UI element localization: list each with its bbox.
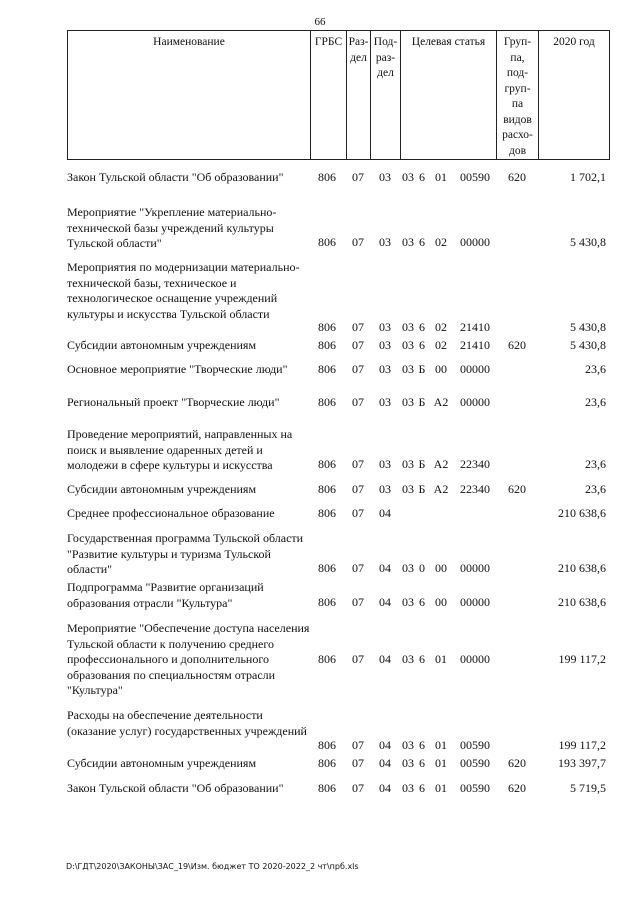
cell-name: Региональный проект "Творческие люди" [67, 395, 280, 409]
cell-raz: 07 [352, 652, 364, 666]
cell-amt: 199 117,2 [558, 738, 606, 752]
cell-t1: 03 [402, 595, 414, 609]
cell-name: Субсидии автономным учреждениям [67, 756, 257, 770]
table-row [0, 482, 640, 498]
cell-name: Основное мероприятие "Творческие люди" [67, 362, 288, 376]
cell-t1: 03 [402, 482, 414, 496]
cell-amt: 5 430,8 [570, 235, 606, 249]
table-row [0, 756, 640, 772]
cell-t2: Б [418, 457, 426, 471]
cell-amt: 5 430,8 [570, 320, 606, 334]
table-row [0, 395, 640, 411]
cell-name: Субсидии автономным учреждениям [67, 482, 257, 496]
cell-grbs: 806 [318, 482, 336, 496]
cell-t1: 03 [402, 652, 414, 666]
cell-pod: 04 [379, 738, 391, 752]
cell-t4: 00000 [460, 652, 490, 666]
cell-t2: 6 [419, 338, 425, 352]
cell-grbs: 806 [318, 457, 336, 471]
header-name: Наименование [67, 30, 310, 160]
cell-t4: 00000 [460, 362, 490, 376]
cell-t2: 6 [419, 595, 425, 609]
cell-t2: Б [418, 362, 426, 376]
header-podrazdel-text: Под- раз- дел [373, 36, 398, 79]
cell-amt: 210 638,6 [558, 561, 606, 575]
cell-t3: 00 [435, 595, 447, 609]
table-row [0, 781, 640, 797]
cell-t3: 01 [435, 738, 447, 752]
cell-pod: 04 [379, 781, 391, 795]
table-row [0, 205, 640, 251]
cell-amt: 23,6 [585, 362, 606, 376]
cell-grbs: 806 [318, 756, 336, 770]
cell-t2: 0 [419, 561, 425, 575]
cell-raz: 07 [352, 170, 364, 184]
cell-t1: 03 [402, 395, 414, 409]
cell-t1: 03 [402, 170, 414, 184]
cell-t2: 6 [419, 781, 425, 795]
cell-grbs: 806 [318, 170, 336, 184]
cell-t3: 01 [435, 781, 447, 795]
cell-grbs: 806 [318, 781, 336, 795]
cell-name: Проведение мероприятий, направленных на поиск и выявление одаренных детей и молодежи в сфере культуры и искусства [67, 427, 293, 472]
cell-pod: 04 [379, 595, 391, 609]
cell-t2: Б [418, 482, 426, 496]
cell-t4: 21410 [460, 338, 490, 352]
cell-t2: 6 [419, 320, 425, 334]
cell-pod: 03 [379, 320, 391, 334]
header-grbs: ГРБС [310, 30, 346, 160]
cell-name: Мероприятие "Обеспечение доступа населения Тульской области к получению среднего профессионального и дополнительного образования по специальностям отрасли "Культура" [67, 621, 310, 697]
table-row [0, 621, 640, 697]
table-row [0, 708, 640, 754]
cell-name: Закон Тульской области "Об образовании" [67, 170, 284, 184]
cell-grbs: 806 [318, 320, 336, 334]
cell-amt: 23,6 [585, 395, 606, 409]
cell-t2: 6 [419, 756, 425, 770]
cell-amt: 23,6 [585, 482, 606, 496]
cell-grp: 620 [508, 338, 526, 352]
cell-raz: 07 [352, 738, 364, 752]
cell-pod: 04 [379, 756, 391, 770]
cell-t3: 01 [435, 756, 447, 770]
cell-t1: 03 [402, 338, 414, 352]
cell-name: Государственная программа Тульской области "Развитие культуры и туризма Тульской области" [67, 531, 304, 576]
cell-pod: 03 [379, 395, 391, 409]
file-path-footer: D:\ГДТ\2020\ЗАКОНЫ\ЗАС_19\Изм. бюджет ТО 2020-2022_2 чт\прб.xls [66, 862, 359, 871]
cell-name: Мероприятия по модернизации материально-технической базы, техническое и технологическое оснащение учреждений культуры и искусства Тульской области [67, 260, 300, 321]
cell-t3: 00 [435, 561, 447, 575]
cell-t4: 00590 [460, 738, 490, 752]
cell-grbs: 806 [318, 652, 336, 666]
cell-amt: 5 430,8 [570, 338, 606, 352]
cell-t3: А2 [433, 457, 449, 471]
cell-t1: 03 [402, 781, 414, 795]
cell-t4: 22340 [460, 482, 490, 496]
cell-t3: 00 [435, 362, 447, 376]
cell-name: Мероприятие "Укрепление материально-технической базы учреждений культуры Тульской области" [67, 205, 277, 250]
cell-grbs: 806 [318, 338, 336, 352]
cell-grbs: 806 [318, 362, 336, 376]
cell-t3: 02 [435, 320, 447, 334]
cell-amt: 193 397,7 [558, 756, 606, 770]
cell-grp: 620 [508, 170, 526, 184]
cell-raz: 07 [352, 395, 364, 409]
table-row [0, 362, 640, 378]
cell-t4: 00000 [460, 395, 490, 409]
cell-name: Подпрограмма "Развитие организаций образования отрасли "Культура" [67, 580, 264, 610]
cell-t3: 01 [435, 170, 447, 184]
cell-raz: 07 [352, 595, 364, 609]
cell-raz: 07 [352, 320, 364, 334]
cell-t2: 6 [419, 652, 425, 666]
cell-t3: 02 [435, 338, 447, 352]
cell-t1: 03 [402, 756, 414, 770]
page-number: 66 [314, 16, 326, 28]
table-row [0, 338, 640, 354]
cell-t4: 00590 [460, 781, 490, 795]
cell-pod: 03 [379, 235, 391, 249]
cell-pod: 04 [379, 652, 391, 666]
header-podrazdel [370, 30, 400, 160]
cell-pod: 04 [379, 561, 391, 575]
cell-name: Субсидии автономным учреждениям [67, 338, 257, 352]
cell-t4: 00590 [460, 756, 490, 770]
table-row [0, 170, 640, 186]
cell-raz: 07 [352, 482, 364, 496]
cell-raz: 07 [352, 362, 364, 376]
cell-raz: 07 [352, 506, 364, 520]
header-group [496, 30, 538, 160]
cell-pod: 03 [379, 170, 391, 184]
cell-amt: 199 117,2 [558, 652, 606, 666]
cell-t1: 03 [402, 457, 414, 471]
cell-raz: 07 [352, 457, 364, 471]
header-target: Целевая статья [400, 30, 496, 160]
cell-t4: 21410 [460, 320, 490, 334]
table-row [0, 260, 640, 336]
cell-pod: 03 [379, 482, 391, 496]
header-year: 2020 год [538, 30, 610, 160]
cell-amt: 1 702,1 [570, 170, 606, 184]
cell-pod: 04 [379, 506, 391, 520]
header-razdel-text: Раз- дел [348, 36, 369, 64]
cell-grp: 620 [508, 756, 526, 770]
table-row [0, 506, 640, 522]
cell-grbs: 806 [318, 738, 336, 752]
cell-amt: 5 719,5 [570, 781, 606, 795]
cell-amt: 23,6 [585, 457, 606, 471]
cell-grp: 620 [508, 781, 526, 795]
cell-name: Закон Тульской области "Об образовании" [67, 781, 284, 795]
cell-grbs: 806 [318, 561, 336, 575]
header-razdel [346, 30, 370, 160]
cell-grp: 620 [508, 482, 526, 496]
cell-t1: 03 [402, 561, 414, 575]
cell-t1: 03 [402, 362, 414, 376]
table-row [0, 427, 640, 473]
cell-t2: 6 [419, 235, 425, 249]
cell-name: Среднее профессиональное образование [67, 506, 275, 520]
cell-raz: 07 [352, 235, 364, 249]
cell-grbs: 806 [318, 506, 336, 520]
cell-t4: 00590 [460, 170, 490, 184]
cell-t2: 6 [419, 738, 425, 752]
header-group-text: Груп- па, под- груп- па видов расхо- дов [502, 36, 533, 157]
cell-t4: 00000 [460, 235, 490, 249]
cell-t1: 03 [402, 738, 414, 752]
cell-t2: 6 [419, 170, 425, 184]
cell-grbs: 806 [318, 595, 336, 609]
cell-raz: 07 [352, 781, 364, 795]
cell-t2: Б [418, 395, 426, 409]
cell-raz: 07 [352, 756, 364, 770]
cell-t3: А2 [433, 395, 449, 409]
table-row [0, 531, 640, 577]
cell-name: Расходы на обеспечение деятельности (оказание услуг) государственных учреждений [67, 708, 307, 738]
cell-raz: 07 [352, 338, 364, 352]
cell-grbs: 806 [318, 395, 336, 409]
cell-t1: 03 [402, 235, 414, 249]
cell-grbs: 806 [318, 235, 336, 249]
cell-amt: 210 638,6 [558, 506, 606, 520]
cell-t4: 22340 [460, 457, 490, 471]
cell-amt: 210 638,6 [558, 595, 606, 609]
cell-t4: 00000 [460, 595, 490, 609]
table-row [0, 580, 640, 611]
cell-t4: 00000 [460, 561, 490, 575]
cell-pod: 03 [379, 362, 391, 376]
cell-t1: 03 [402, 320, 414, 334]
cell-pod: 03 [379, 338, 391, 352]
cell-t3: 01 [435, 652, 447, 666]
cell-pod: 03 [379, 457, 391, 471]
cell-t3: 02 [435, 235, 447, 249]
cell-raz: 07 [352, 561, 364, 575]
cell-t3: А2 [433, 482, 449, 496]
